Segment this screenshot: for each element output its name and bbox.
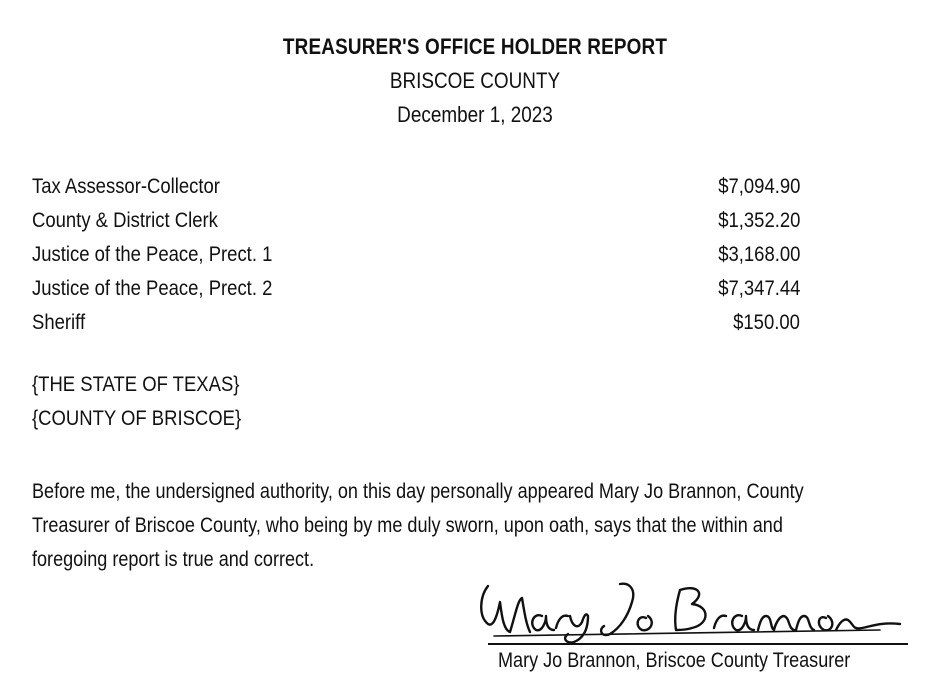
signature-caption: Mary Jo Brannon, Briscoe County Treasurer (498, 649, 851, 672)
table-row (32, 238, 800, 272)
affidavit-paragraph (32, 475, 892, 577)
table-row (32, 170, 800, 204)
venue-state: {THE STATE OF TEXAS} (32, 373, 240, 396)
report-title: TREASURER'S OFFICE HOLDER REPORT (282, 34, 668, 59)
table-row (32, 204, 800, 238)
table-row (32, 272, 800, 306)
office-amount: $7,094.90 (717, 175, 800, 198)
office-name: Tax Assessor-Collector (32, 175, 220, 198)
office-name: Justice of the Peace, Prect. 1 (32, 243, 273, 266)
office-name: Justice of the Peace, Prect. 2 (32, 277, 273, 300)
table-row (32, 306, 800, 340)
office-name: Sheriff (32, 311, 86, 334)
office-amount: $3,168.00 (717, 243, 800, 266)
office-amount: $1,352.20 (717, 209, 800, 232)
venue-county: {COUNTY OF BRISCOE} (32, 407, 242, 430)
venue-block (32, 368, 270, 436)
report-county: BRISCOE COUNTY (389, 68, 561, 93)
office-holder-table (32, 170, 800, 340)
office-amount: $7,347.44 (717, 277, 800, 300)
signature-line (488, 643, 908, 645)
report-date: December 1, 2023 (397, 102, 553, 127)
handwritten-signature (470, 572, 910, 644)
affidavit-line: foregoing report is true and correct. (32, 548, 315, 571)
affidavit-line: Before me, the undersigned authority, on this day personally appeared Mary Jo Brannon, County (32, 480, 804, 503)
office-name: County & District Clerk (32, 209, 218, 232)
office-amount: $150.00 (733, 311, 800, 334)
affidavit-line: Treasurer of Briscoe County, who being by me duly sworn, upon oath, says that the within and (32, 514, 783, 537)
